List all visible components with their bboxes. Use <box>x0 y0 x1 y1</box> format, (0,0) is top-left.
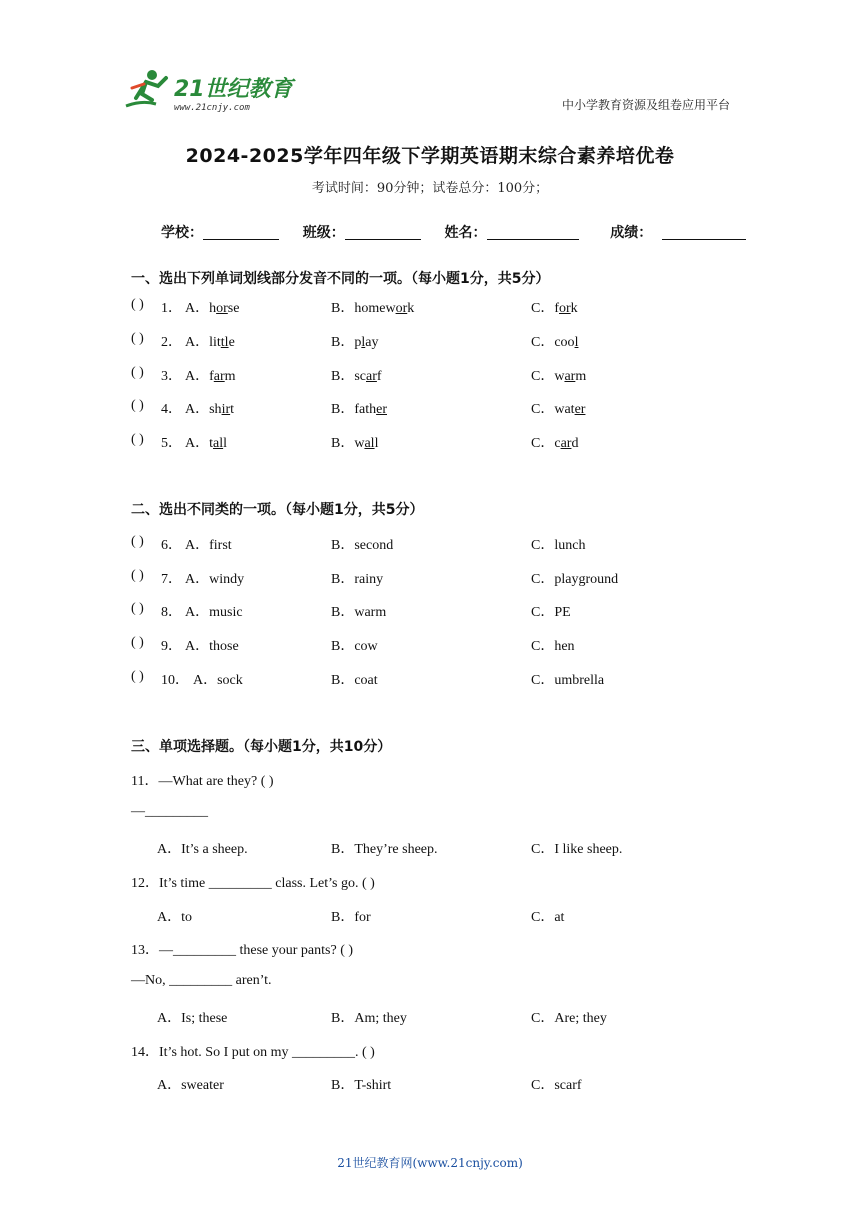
option-a[interactable]: A．Is; these <box>157 1011 228 1026</box>
option-b[interactable]: B．scarf <box>331 369 382 384</box>
question-13-answer: —No, _________ aren’t. <box>131 973 272 988</box>
option-c[interactable]: C．umbrella <box>531 673 605 688</box>
class-blank[interactable] <box>345 225 421 240</box>
option-c[interactable]: C．playground <box>531 572 619 587</box>
question-number: 6． <box>161 538 182 553</box>
option-a[interactable]: A．farm <box>185 369 236 384</box>
section2-title: 二、选出不同类的一项。（每小题1分，共5分） <box>131 502 424 518</box>
option-c[interactable]: C．lunch <box>531 538 586 553</box>
option-a[interactable]: A．shirt <box>185 402 235 417</box>
score-label: 成绩： <box>610 225 653 241</box>
option-a[interactable]: A．horse <box>185 301 240 316</box>
option-b[interactable]: B．father <box>331 402 387 417</box>
option-c[interactable]: C．water <box>531 402 586 417</box>
question-number: 4． <box>161 402 182 417</box>
question-11: 11．—What are they? ( ) <box>131 774 274 789</box>
option-c[interactable]: C．PE <box>531 605 571 620</box>
answer-paren[interactable]: ( ) <box>131 601 144 616</box>
answer-paren[interactable]: ( ) <box>131 432 144 447</box>
question-number: 5． <box>161 436 182 451</box>
option-a[interactable]: A．to <box>157 910 192 925</box>
option-a[interactable]: A．music <box>185 605 243 620</box>
answer-paren[interactable]: ( ) <box>131 365 144 380</box>
option-b[interactable]: B．coat <box>331 673 378 688</box>
class-label: 班级： <box>302 225 345 241</box>
section2-question-8 <box>131 601 751 623</box>
option-b[interactable]: B．warm <box>331 605 387 620</box>
option-c[interactable]: C．warm <box>531 369 587 384</box>
option-b[interactable]: B．Am; they <box>331 1011 407 1026</box>
logo-21cnjy <box>122 66 297 114</box>
name-label: 姓名： <box>444 225 487 241</box>
option-c[interactable]: C．hen <box>531 639 575 654</box>
answer-paren[interactable]: ( ) <box>131 568 144 583</box>
exam-title: 2024-2025学年四年级下学期英语期末综合素养培优卷 <box>185 145 675 167</box>
question-number: 1． <box>161 301 182 316</box>
option-c[interactable]: C．card <box>531 436 579 451</box>
svg-text:21世纪教育: 21世纪教育 <box>174 77 293 102</box>
question-number: 2． <box>161 335 182 350</box>
page-header <box>122 66 732 114</box>
section3-title: 三、单项选择题。（每小题1分，共10分） <box>131 739 392 755</box>
question-11-answer: —_________ <box>131 804 208 819</box>
option-b[interactable]: B．play <box>331 335 379 350</box>
option-b[interactable]: B．homework <box>331 301 415 316</box>
option-c[interactable]: C．at <box>531 910 565 925</box>
option-c[interactable]: C．scarf <box>531 1078 582 1093</box>
option-b[interactable]: B．rainy <box>331 572 384 587</box>
option-b[interactable]: B．wall <box>331 436 379 451</box>
answer-paren[interactable]: ( ) <box>131 669 144 684</box>
option-b[interactable]: B．cow <box>331 639 378 654</box>
section1-title: 一、选出下列单词划线部分发音不同的一项。（每小题1分，共5分） <box>131 271 550 287</box>
option-a[interactable]: A．sweater <box>157 1078 224 1093</box>
option-b[interactable]: B．second <box>331 538 394 553</box>
section2-question-9 <box>131 635 751 657</box>
section1-question-2 <box>131 331 751 353</box>
section2-question-6 <box>131 534 751 556</box>
option-a[interactable]: A．windy <box>185 572 245 587</box>
option-a[interactable]: A．tall <box>185 436 227 451</box>
option-a[interactable]: A．first <box>185 538 232 553</box>
answer-paren[interactable]: ( ) <box>131 635 144 650</box>
question-number: 9． <box>161 639 182 654</box>
question-13: 13．—_________ these your pants? ( ) <box>131 943 354 958</box>
question-number: 8． <box>161 605 182 620</box>
section1-question-3 <box>131 365 751 387</box>
option-c[interactable]: C．cool <box>531 335 579 350</box>
section2-question-10 <box>131 669 751 691</box>
answer-paren[interactable]: ( ) <box>131 297 144 312</box>
score-blank[interactable] <box>662 225 746 240</box>
option-b[interactable]: B．T-shirt <box>331 1078 392 1093</box>
option-a[interactable]: A．those <box>185 639 239 654</box>
option-a[interactable]: A．sock <box>193 673 243 688</box>
page-footer: 21世纪教育网(www.21cnjy.com) <box>337 1156 523 1170</box>
option-b[interactable]: B．They’re sheep. <box>331 842 438 857</box>
question-number: 10． <box>161 673 189 688</box>
section2-question-7 <box>131 568 751 590</box>
platform-caption: 中小学教育资源及组卷应用平台 <box>561 98 730 112</box>
exam-subtitle: 考试时间：90分钟；试卷总分：100分； <box>311 181 549 196</box>
name-blank[interactable] <box>487 225 579 240</box>
student-info-line <box>161 222 746 242</box>
school-label: 学校： <box>161 225 203 241</box>
option-c[interactable]: C．fork <box>531 301 578 316</box>
answer-paren[interactable]: ( ) <box>131 331 144 346</box>
answer-paren[interactable]: ( ) <box>131 398 144 413</box>
option-a[interactable]: A．little <box>185 335 235 350</box>
school-blank[interactable] <box>203 225 279 240</box>
option-c[interactable]: C．Are; they <box>531 1011 607 1026</box>
answer-paren[interactable]: ( ) <box>131 534 144 549</box>
question-14: 14．It’s hot. So I put on my _________. ( ) <box>131 1045 375 1060</box>
question-12: 12．It’s time _________ class. Let’s go. ( ) <box>131 876 375 891</box>
section1-question-5 <box>131 432 751 454</box>
option-a[interactable]: A．It’s a sheep. <box>157 842 248 857</box>
question-number: 7． <box>161 572 182 587</box>
section1-question-1 <box>131 297 751 319</box>
option-c[interactable]: C．I like sheep. <box>531 842 623 857</box>
svg-text:www.21cnjy.com: www.21cnjy.com <box>174 103 250 113</box>
question-number: 3． <box>161 369 182 384</box>
section1-question-4 <box>131 398 751 420</box>
option-b[interactable]: B．for <box>331 910 371 925</box>
